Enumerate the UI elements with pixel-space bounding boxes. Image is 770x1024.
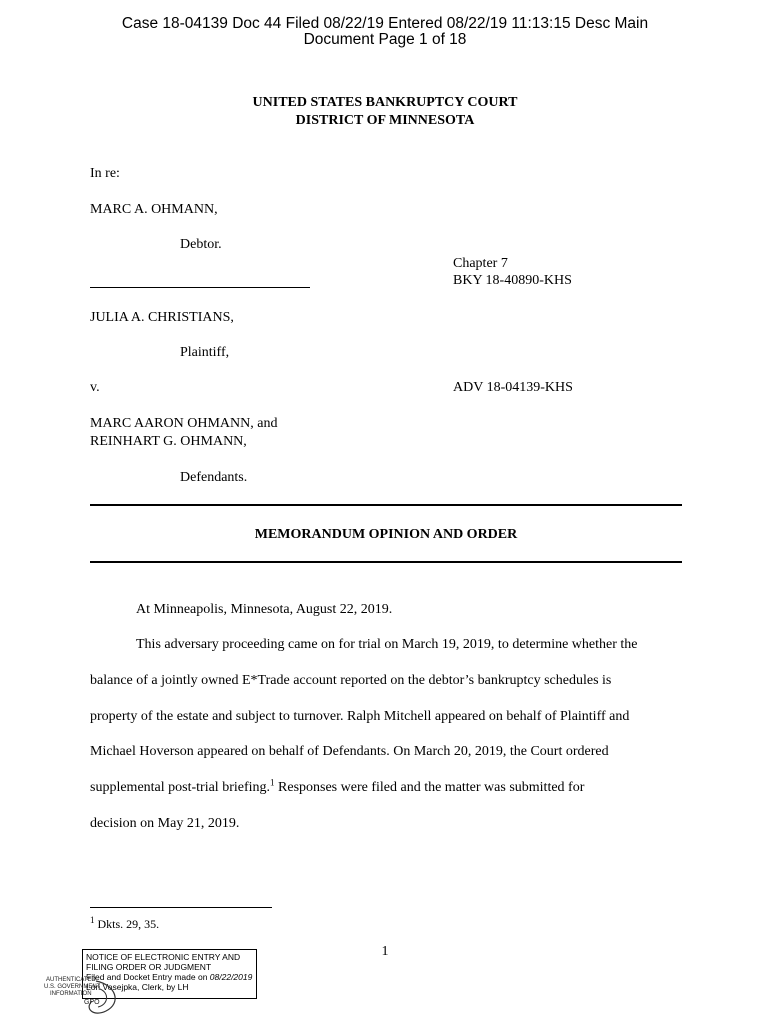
chapter-label: Chapter 7: [453, 256, 508, 271]
court-name: UNITED STATES BANKRUPTCY COURT: [252, 95, 518, 110]
caption-underline: [90, 287, 310, 288]
body-line-3: property of the estate and subject to turnover. Ralph Mitchell appeared on behalf of Plaintiff and: [90, 709, 630, 724]
seal-line4: GPO: [84, 999, 100, 1006]
defendant-line2: REINHART G. OHMANN,: [90, 434, 247, 449]
versus-label: v.: [90, 380, 100, 395]
debtor-role: Debtor.: [180, 237, 222, 252]
stamp-entry-date: 08/22/2019: [209, 972, 253, 982]
plaintiff-role: Plaintiff,: [180, 345, 230, 360]
defendant-role: Defendants.: [180, 470, 248, 485]
footnote-reference[interactable]: 1: [270, 777, 275, 788]
title-top-rule: [90, 504, 682, 506]
debtor-name: MARC A. OHMANN,: [90, 202, 218, 217]
footnote-number: 1: [90, 915, 95, 925]
footnote-text: Dkts. 29, 35.: [94, 917, 160, 931]
body-line-1: This adversary proceeding came on for trial on March 19, 2019, to determine whether the: [136, 637, 638, 652]
adv-case-number: ADV 18-04139-KHS: [453, 380, 573, 395]
body-line-4: Michael Hoverson appeared on behalf of Defendants. On March 20, 2019, the Court ordered: [90, 744, 609, 759]
title-bottom-rule: [90, 561, 682, 563]
page-number: 1: [381, 944, 389, 959]
defendant-line1: MARC AARON OHMANN, and: [90, 416, 278, 431]
stamp-line1: NOTICE OF ELECTRONIC ENTRY AND: [86, 952, 241, 962]
footnote: [90, 916, 159, 932]
stamp-line4: Lori Vosejpka, Clerk, by LH: [86, 982, 189, 992]
stamp-line3a: Filed and Docket Entry made on: [86, 972, 210, 982]
plaintiff-name: JULIA A. CHRISTIANS,: [90, 310, 234, 325]
bky-case-number: BKY 18-40890-KHS: [453, 273, 572, 288]
gpo-seal-icon: [44, 975, 126, 1019]
document-title: MEMORANDUM OPINION AND ORDER: [254, 527, 518, 542]
court-district: DISTRICT OF MINNESOTA: [295, 113, 475, 128]
body-line-6: decision on May 21, 2019.: [90, 816, 240, 831]
stamp-line2: FILING ORDER OR JUDGMENT: [86, 962, 212, 972]
body-line-2: balance of a jointly owned E*Trade account reported on the debtor’s bankruptcy schedules is: [90, 673, 612, 688]
docket-header-line2: Document Page 1 of 18: [303, 31, 467, 48]
body-line-5a: supplemental post-trial briefing.: [90, 780, 271, 795]
body-line-5: [90, 777, 585, 796]
seal-line1: AUTHENTICATED: [46, 977, 96, 983]
seal-line3: INFORMATION: [50, 991, 92, 997]
docket-header-line1: Case 18-04139 Doc 44 Filed 08/22/19 Entered 08/22/19 11:13:15 Desc Main: [121, 15, 649, 32]
in-re-label: In re:: [90, 166, 120, 181]
place-date-line: At Minneapolis, Minnesota, August 22, 2019.: [136, 602, 393, 617]
seal-line2: U.S. GOVERNMENT: [44, 984, 101, 990]
body-line-5b: Responses were filed and the matter was submitted for: [274, 780, 585, 795]
footnote-separator: [90, 907, 272, 908]
